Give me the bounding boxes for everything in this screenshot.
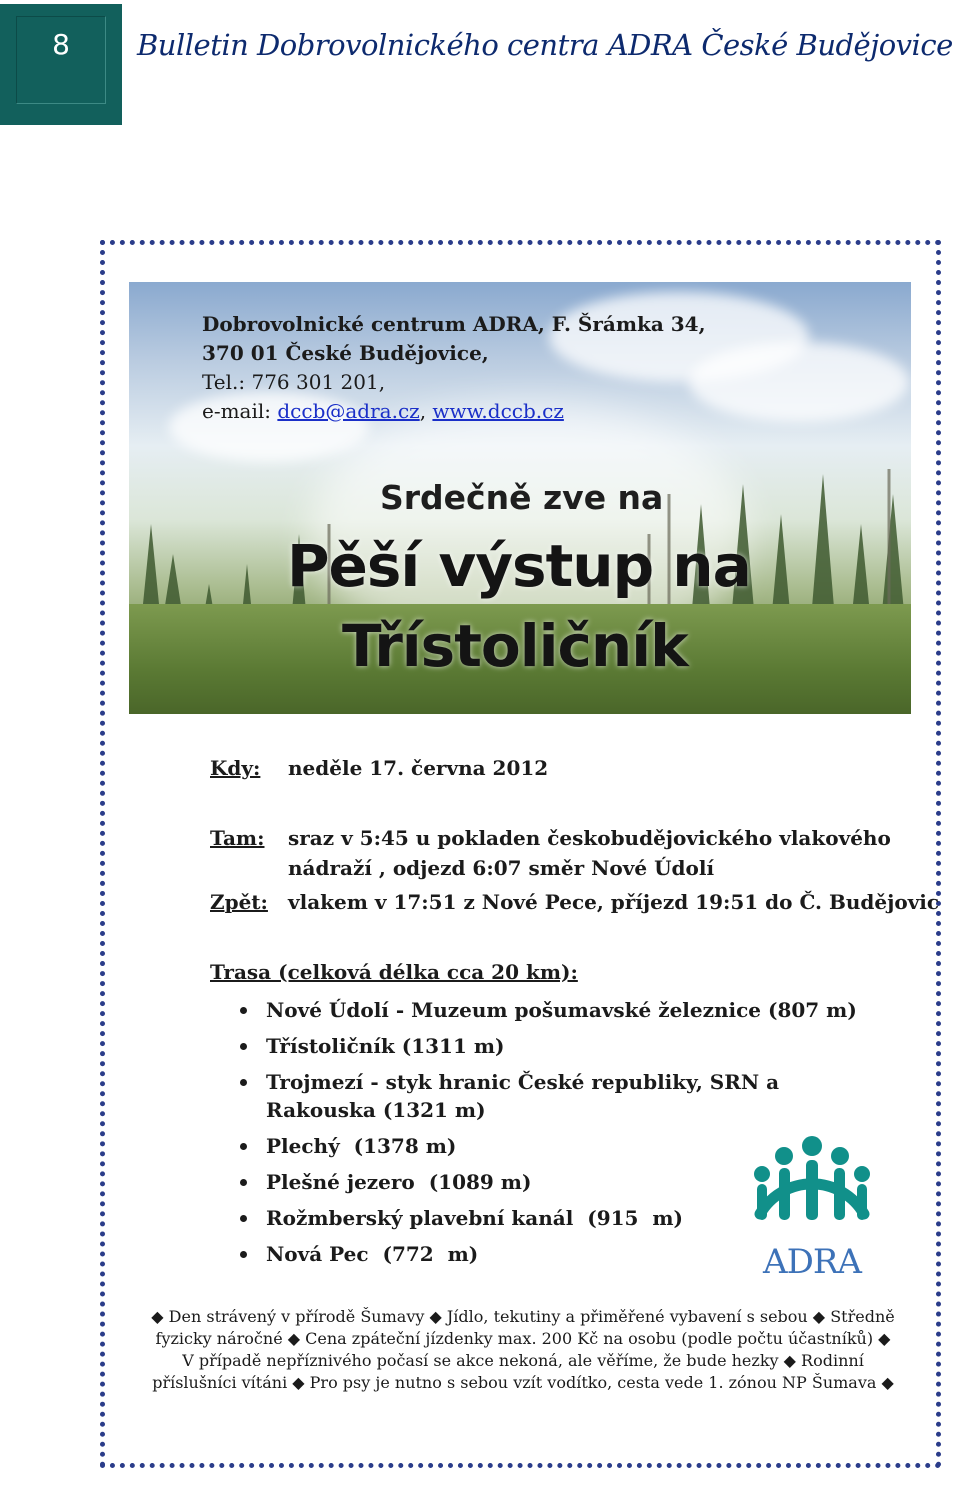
- adra-people-icon: [742, 1122, 882, 1240]
- bullet-dot-icon: [240, 1251, 247, 1258]
- back-label: Zpět:: [210, 890, 268, 914]
- when-label: Kdy:: [210, 756, 261, 780]
- route-item: Plechý (1378 m): [238, 1132, 906, 1160]
- bullet-dot-icon: [240, 1007, 247, 1014]
- back-value: vlakem v 17:51 z Nové Pece, příjezd 19:51 do Č. Budějovic: [288, 890, 940, 914]
- bullet-dot-icon: [240, 1079, 247, 1086]
- bullet-dot-icon: [240, 1043, 247, 1050]
- route-item: Trojmezí - styk hranic České republiky, SRN a Rakouska (1321 m): [238, 1068, 886, 1124]
- when-value: neděle 17. června 2012: [288, 756, 549, 780]
- route-item: Třístoličník (1311 m): [238, 1032, 906, 1060]
- there-value-line-2: nádraží , odjezd 6:07 směr Nové Údolí: [288, 856, 715, 880]
- org-name-line: Dobrovolnické centrum ADRA, F. Šrámka 34,: [202, 312, 706, 336]
- adra-logo-text: ADRA: [763, 1242, 861, 1282]
- adra-logo: [742, 1122, 882, 1282]
- bullet-dot-icon: [240, 1179, 247, 1186]
- page-number-box: [0, 4, 122, 125]
- route-item: Nové Údolí - Muzeum pošumavské železnice (807 m): [238, 996, 866, 1024]
- bullet-dot-icon: [240, 1215, 247, 1222]
- website-link[interactable]: www.dccb.cz: [432, 399, 564, 423]
- email-link[interactable]: dccb@adra.cz: [277, 399, 420, 423]
- event-title-line-2: Třístoličník: [342, 612, 688, 680]
- event-title-line-1: Pěší výstup na: [287, 532, 751, 600]
- route-item: Nová Pec (772 m): [238, 1240, 906, 1268]
- footer-note: ◆ Den strávený v přírodě Šumavy ◆ Jídlo, tekutiny a přiměřené vybavení s sebou ◆ Středně fyzicky náročné ◆ Cena zpáteční jízdenky max. 200 Kč na osobu (podle počtu účastníků) ◆ V případě nepříznivého počasí se akce nekoná, ale věříme, že bude hezky ◆ Rodinní příslušníci vítáni ◆ Pro psy je nutno s sebou vzít vodítko, cesta vede 1. zónou NP Šumava ◆: [151, 1307, 895, 1392]
- org-phone-line: Tel.: 776 301 201,: [202, 370, 386, 394]
- there-label: Tam:: [210, 826, 265, 850]
- org-address-line: 370 01 České Budějovice,: [202, 341, 489, 365]
- bullet-dot-icon: [240, 1143, 247, 1150]
- route-item: Plešné jezero (1089 m): [238, 1168, 906, 1196]
- route-heading: Trasa (celková délka cca 20 km):: [210, 960, 578, 984]
- org-contact-line: [202, 399, 564, 423]
- page-number: 8: [52, 28, 70, 61]
- contact-separator: ,: [419, 399, 433, 423]
- route-item: Rožmberský plavební kanál (915 m): [238, 1204, 906, 1232]
- there-value-line-1: sraz v 5:45 u pokladen českobudějovického vlakového: [288, 826, 891, 850]
- email-label: e-mail:: [202, 399, 278, 423]
- invitation-text: Srdečně zve na: [380, 478, 664, 517]
- bulletin-title: Bulletin Dobrovolnického centra ADRA České Budějovice: [137, 28, 953, 62]
